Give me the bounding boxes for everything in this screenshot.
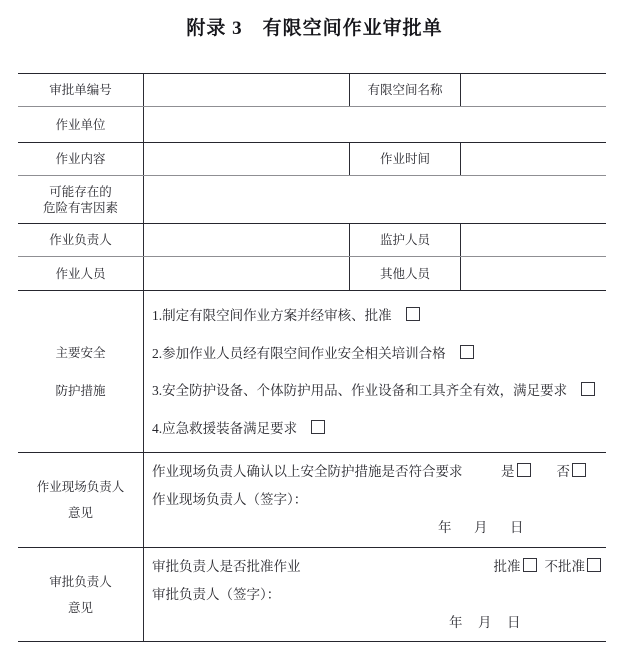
yes-option (501, 460, 531, 480)
checkbox-icon[interactable] (311, 420, 325, 434)
safety-measures-label (18, 291, 143, 452)
work-time-label: 作业时间 (349, 143, 460, 175)
site-date-line (152, 516, 606, 536)
workers-field[interactable] (143, 257, 349, 290)
approver-opinion-label-line1: 审批负责人 (49, 574, 112, 589)
hazards-label-line1: 可能存在的 (49, 184, 112, 199)
row-site-leader-opinion (18, 452, 606, 547)
approver-signature-label: 审批负责人（签字）： (152, 587, 281, 602)
site-date-label: 年 月 日 (438, 520, 528, 535)
row-workers (18, 256, 606, 290)
safety-item-2 (152, 342, 600, 362)
site-opinion-label (18, 453, 143, 547)
row-approver-opinion (18, 547, 606, 641)
work-content-field[interactable] (143, 143, 349, 175)
site-opinion-label-line1: 作业现场负责人 (36, 480, 125, 494)
approver-opinion-label (18, 548, 143, 641)
checkbox-icon[interactable] (460, 345, 474, 359)
guardian-field[interactable] (460, 224, 606, 256)
reject-option (545, 555, 602, 575)
site-signature-label: 作业现场负责人（签字）： (152, 492, 308, 507)
work-unit-field[interactable] (143, 107, 606, 142)
workers-label: 作业人员 (55, 266, 106, 281)
approver-opinion-label-line2: 意见 (67, 600, 93, 615)
checkbox-icon[interactable] (406, 307, 420, 321)
safety-label-line2: 防护措施 (55, 383, 106, 398)
row-hazards (18, 175, 606, 223)
space-name-field[interactable] (460, 74, 606, 106)
work-leader-label: 作业负责人 (49, 233, 112, 247)
approval-form-table (18, 73, 606, 642)
page-title: 附录 3 有限空间作业审批单 (186, 18, 443, 39)
site-opinion-label-line2: 意见 (67, 506, 93, 520)
approver-question-line (152, 555, 606, 575)
hazards-label (18, 176, 143, 223)
safety-item-4-text: 4.应急救援装备满足要求 (152, 420, 298, 436)
row-work-unit (18, 106, 606, 142)
site-opinion-content (143, 453, 606, 547)
checkbox-icon[interactable] (581, 382, 595, 396)
safety-item-4 (152, 417, 600, 437)
no-option (557, 460, 587, 480)
safety-item-3-text: 3.安全防护设备、个体防护用品、作业设备和工具齐全有效，满足要求 (152, 383, 568, 399)
safety-item-2-text: 2.参加作业人员经有限空间作业安全相关培训合格 (152, 345, 446, 361)
safety-item-3 (152, 379, 600, 399)
safety-label-line1: 主要安全 (55, 345, 106, 360)
others-label: 其他人员 (349, 257, 460, 290)
others-field[interactable] (460, 257, 606, 290)
approver-signature-line (152, 583, 606, 603)
site-confirm-text: 作业现场负责人确认以上安全防护措施是否符合要求 (152, 464, 463, 479)
approver-question-text: 审批负责人是否批准作业 (152, 559, 301, 574)
approve-option (494, 555, 537, 575)
approver-date-line (152, 611, 606, 631)
guardian-label: 监护人员 (349, 224, 460, 256)
checkbox-icon[interactable] (517, 463, 531, 477)
safety-item-1-text: 1.制定有限空间作业方案并经审核、批准 (152, 308, 392, 323)
safety-item-1 (152, 304, 600, 324)
checkbox-icon[interactable] (572, 463, 586, 477)
site-confirm-line (152, 460, 606, 480)
no-label: 否 (556, 464, 570, 479)
row-safety-measures (18, 290, 606, 452)
work-unit-label: 作业单位 (55, 117, 106, 132)
hazards-label-line2: 危险有害因素 (42, 200, 118, 215)
checkbox-icon[interactable] (587, 558, 601, 572)
reject-label: 不批准 (544, 559, 585, 574)
row-work-content (18, 142, 606, 175)
hazards-field[interactable] (143, 176, 606, 223)
approval-no-field[interactable] (143, 74, 349, 106)
work-leader-field[interactable] (143, 224, 349, 256)
safety-items (143, 291, 606, 452)
site-signature-line (152, 488, 606, 508)
approver-date-label: 年 月 日 (449, 615, 522, 630)
work-time-field[interactable] (460, 143, 606, 175)
approval-no-label: 审批单编号 (49, 83, 112, 97)
approve-label: 批准 (493, 559, 521, 574)
row-approval-no (18, 73, 606, 106)
row-work-leader (18, 223, 606, 256)
checkbox-icon[interactable] (523, 558, 537, 572)
yes-label: 是 (501, 464, 515, 479)
work-content-label: 作业内容 (55, 152, 106, 166)
space-name-label: 有限空间名称 (349, 74, 460, 106)
approver-opinion-content (143, 548, 606, 641)
